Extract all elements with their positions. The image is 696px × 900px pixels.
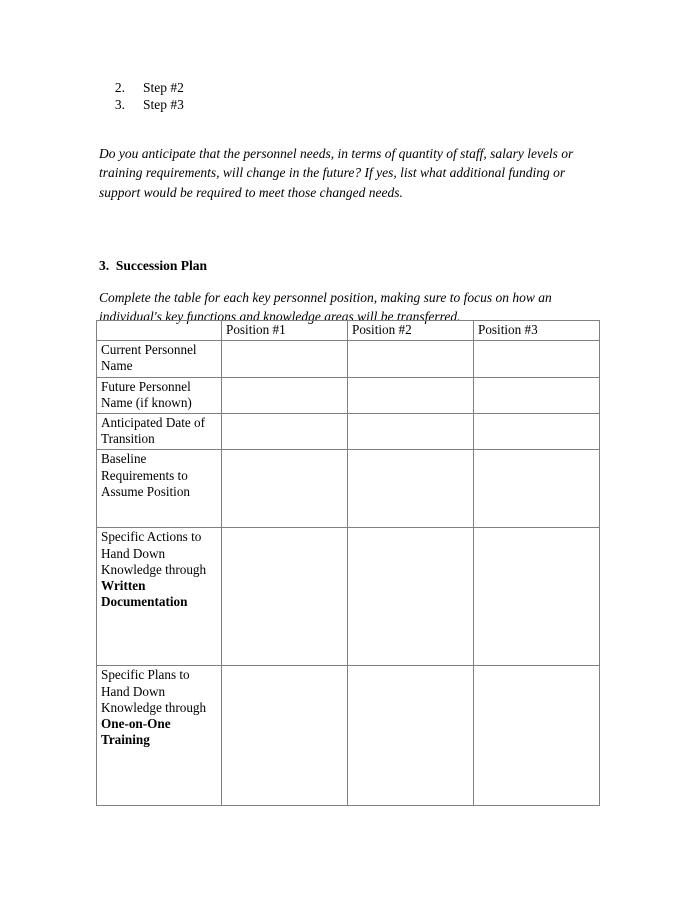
section-intro-text: Complete the table for each key personnel position, making sure to focus on how an individual's key functions and knowledge areas will be transferred.	[99, 289, 552, 324]
row-label	[97, 666, 222, 806]
entry-cell[interactable]	[222, 341, 348, 377]
entry-cell[interactable]	[474, 341, 600, 377]
list-item-label: Step #3	[143, 96, 184, 112]
column-header-position-2: Position #2	[348, 321, 474, 341]
entry-cell[interactable]	[474, 666, 600, 806]
list-item-number: 3.	[114, 96, 125, 112]
entry-cell[interactable]	[474, 528, 600, 666]
list-item-number: 2.	[114, 80, 125, 95]
row-label: Future Personnel Name (if known)	[97, 377, 222, 413]
entry-cell[interactable]	[222, 377, 348, 413]
step-list	[99, 80, 599, 113]
row-label	[97, 528, 222, 666]
entry-cell[interactable]	[474, 414, 600, 450]
entry-cell[interactable]	[348, 377, 474, 413]
row-label-emphasis: One-on-One Training	[101, 716, 171, 748]
table-row	[97, 341, 600, 377]
entry-cell[interactable]	[348, 450, 474, 528]
question-paragraph: Do you anticipate that the personnel needs, in terms of quantity of staff, salary levels or training requirements, will change in the future? If yes, list what additional funding or support would be required to meet those changed needs.	[99, 145, 574, 200]
list-item	[99, 97, 599, 114]
table-header-row	[97, 321, 600, 341]
succession-plan-table	[96, 320, 600, 806]
table-row	[97, 666, 600, 806]
entry-cell[interactable]	[474, 377, 600, 413]
entry-cell[interactable]	[474, 450, 600, 528]
entry-cell[interactable]	[222, 666, 348, 806]
entry-cell[interactable]	[222, 528, 348, 666]
column-header-position-1: Position #1	[222, 321, 348, 341]
table-row	[97, 528, 600, 666]
entry-cell[interactable]	[222, 450, 348, 528]
column-header-position-3: Position #3	[474, 321, 600, 341]
entry-cell[interactable]	[222, 414, 348, 450]
entry-cell[interactable]	[348, 528, 474, 666]
entry-cell[interactable]	[348, 666, 474, 806]
entry-cell[interactable]	[348, 341, 474, 377]
table-row	[97, 450, 600, 528]
row-label-text: Specific Plans to Hand Down Knowledge through	[101, 667, 207, 715]
row-label-text: Specific Actions to Hand Down Knowledge through	[101, 529, 207, 577]
table-row	[97, 414, 600, 450]
section-heading: 3. Succession Plan	[99, 258, 208, 273]
table-row	[97, 377, 600, 413]
row-label: Current Personnel Name	[97, 341, 222, 377]
row-label-emphasis: Written Documentation	[101, 578, 188, 610]
row-label: Baseline Requirements to Assume Position	[97, 450, 222, 528]
table-corner-cell	[97, 321, 222, 341]
list-item-label: Step #2	[143, 80, 184, 95]
row-label: Anticipated Date of Transition	[97, 414, 222, 450]
list-item	[99, 80, 599, 97]
entry-cell[interactable]	[348, 414, 474, 450]
